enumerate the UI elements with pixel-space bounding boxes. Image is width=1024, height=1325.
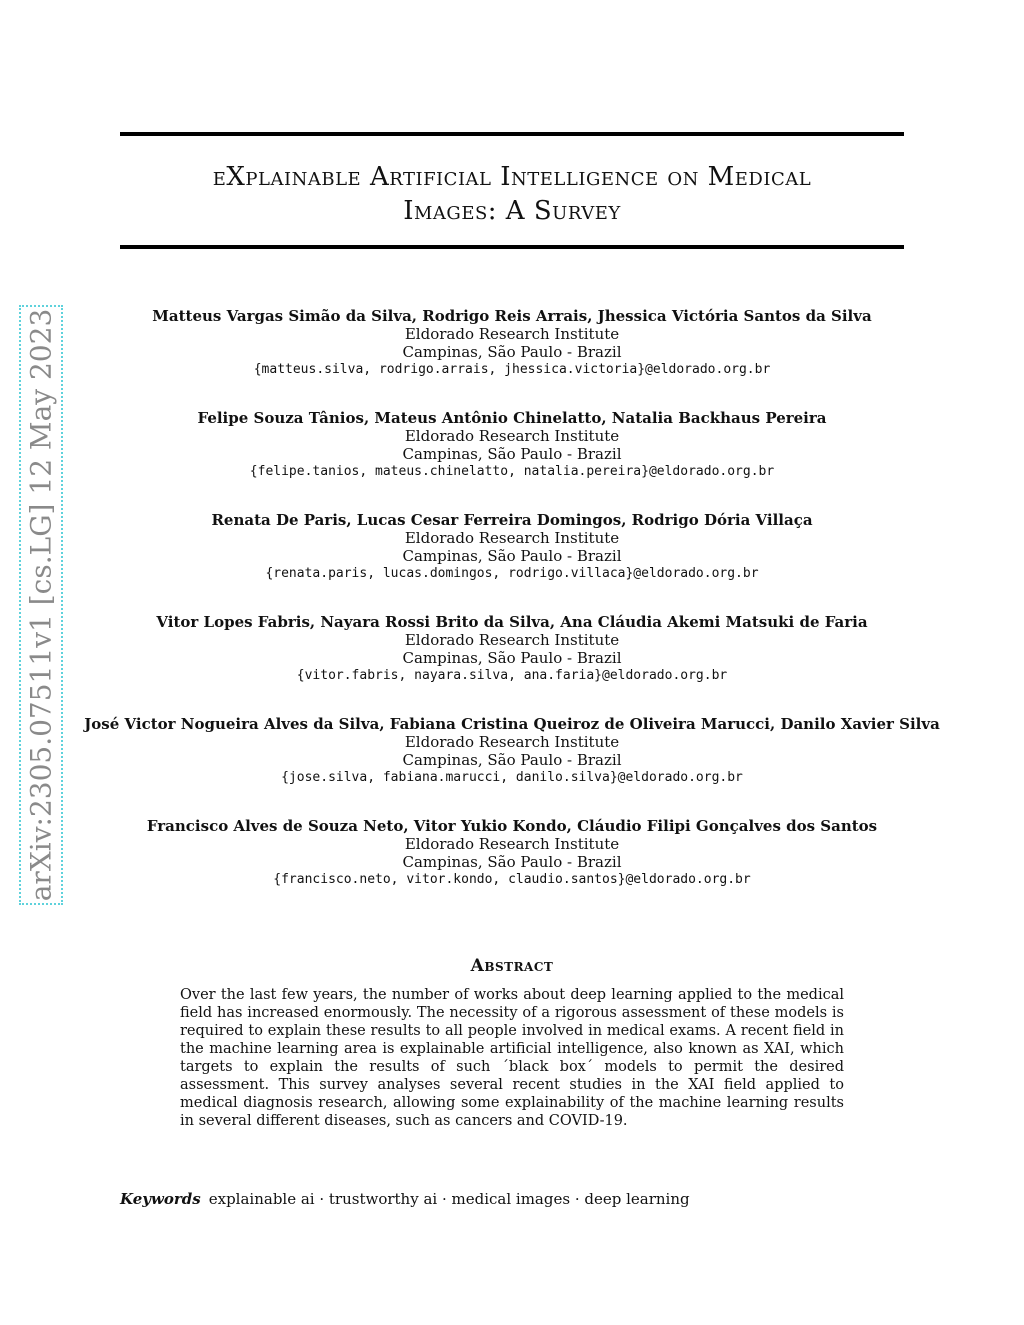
author-group-5: [60, 715, 964, 787]
keywords-label: Keywords: [120, 1190, 201, 1208]
author-names: Renata De Paris, Lucas Cesar Ferreira Domingos, Rodrigo Dória Villaça: [211, 511, 813, 529]
author-location: Campinas, São Paulo - Brazil: [402, 649, 622, 667]
author-location: Campinas, São Paulo - Brazil: [402, 751, 622, 769]
title-rule-top: [120, 132, 904, 136]
author-institution: Eldorado Research Institute: [404, 733, 620, 751]
author-group-3: [60, 511, 964, 583]
author-group-2: [60, 409, 964, 481]
keywords-line: [120, 1190, 690, 1208]
author-group-1: [60, 307, 964, 379]
author-group-6: [60, 817, 964, 889]
author-email: {matteus.silva, rodrigo.arrais, jhessica.victoria}@eldorado.org.br: [253, 362, 771, 377]
author-location: Campinas, São Paulo - Brazil: [402, 343, 622, 361]
author-names: Francisco Alves de Souza Neto, Vitor Yukio Kondo, Cláudio Filipi Gonçalves dos Santos: [146, 817, 878, 835]
author-institution: Eldorado Research Institute: [404, 325, 620, 343]
author-location: Campinas, São Paulo - Brazil: [402, 853, 622, 871]
author-institution: Eldorado Research Institute: [404, 529, 620, 547]
author-institution: Eldorado Research Institute: [404, 427, 620, 445]
abstract-heading: Abstract: [470, 956, 554, 976]
keywords-text: explainable ai · trustworthy ai · medical images · deep learning: [208, 1190, 690, 1208]
author-email: {renata.paris, lucas.domingos, rodrigo.villaca}@eldorado.org.br: [265, 566, 759, 581]
author-email: {vitor.fabris, nayara.silva, ana.faria}@eldorado.org.br: [296, 668, 728, 683]
author-email: {francisco.neto, vitor.kondo, claudio.santos}@eldorado.org.br: [273, 872, 751, 887]
title-line-1: eXplainable Artificial Intelligence on Medical: [212, 162, 812, 192]
arxiv-stamp[interactable]: [19, 305, 63, 905]
title-line-2: Images: A Survey: [403, 196, 621, 226]
author-names: José Victor Nogueira Alves da Silva, Fabiana Cristina Queiroz de Oliveira Marucci, Danilo Xavier Silva: [84, 715, 940, 733]
author-names: Vitor Lopes Fabris, Nayara Rossi Brito da Silva, Ana Cláudia Akemi Matsuki de Faria: [156, 613, 868, 631]
author-location: Campinas, São Paulo - Brazil: [402, 547, 622, 565]
author-institution: Eldorado Research Institute: [404, 835, 620, 853]
arxiv-stamp-text: arXiv:2305.07511v1 [cs.LG] 12 May 2023: [24, 308, 58, 902]
author-institution: Eldorado Research Institute: [404, 631, 620, 649]
author-names: Matteus Vargas Simão da Silva, Rodrigo Reis Arrais, Jhessica Victória Santos da Silva: [152, 307, 872, 325]
abstract-text: Over the last few years, the number of works about deep learning applied to the medical field has increased enormously. The necessity of a rigorous assessment of these models is required to explain these results to all people involved in medical exams. A recent field in the machine learning area is explainable artificial intelligence, also known as XAI, which targets to explain the results of such ´black box´ models to permit the desired assessment. This survey analyses several recent studies in the XAI field applied to medical diagnosis research, allowing some explainability of the machine learning results in several different diseases, such as cancers and COVID-19.: [180, 987, 844, 1129]
title-rule-bottom: [120, 245, 904, 249]
author-email: {jose.silva, fabiana.marucci, danilo.silva}@eldorado.org.br: [281, 770, 743, 785]
author-group-4: [60, 613, 964, 685]
author-location: Campinas, São Paulo - Brazil: [402, 445, 622, 463]
paper-title: [120, 160, 904, 228]
author-names: Felipe Souza Tânios, Mateus Antônio Chinelatto, Natalia Backhaus Pereira: [197, 409, 827, 427]
author-email: {felipe.tanios, mateus.chinelatto, natalia.pereira}@eldorado.org.br: [249, 464, 775, 479]
